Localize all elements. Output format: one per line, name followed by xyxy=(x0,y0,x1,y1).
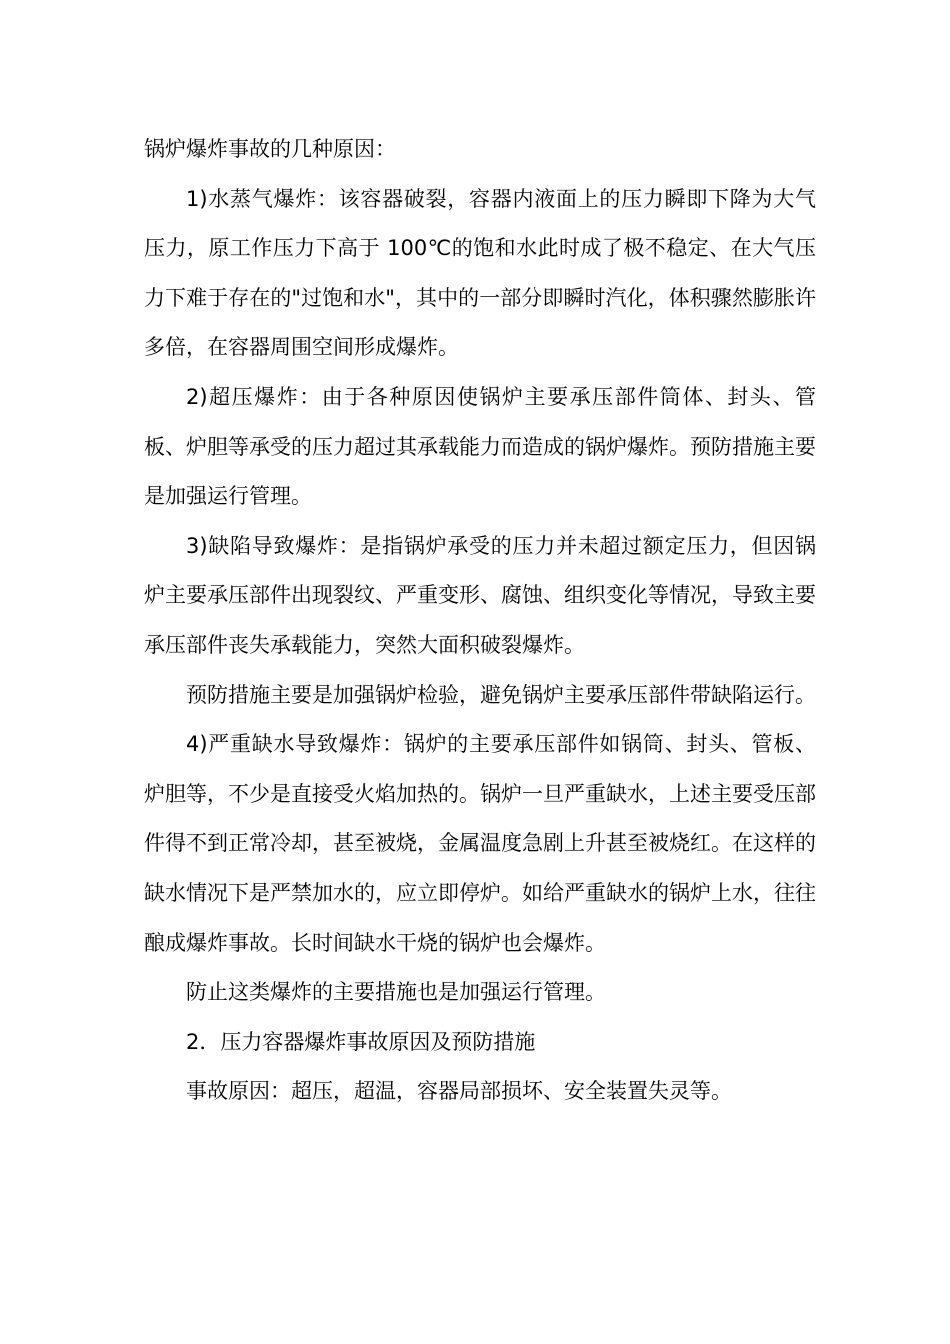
section-heading-pressure-vessel: 2．压力容器爆炸事故原因及预防措施 xyxy=(186,1029,536,1054)
paragraph-steam-explosion: 1)水蒸气爆炸：该容器破裂，容器内液面上的压力瞬即下降为大气压力，原工作压力下高于 100℃的饱和水此时成了极不稳定、在大气压力下难于存在的"过饱和水"，其中的一部分即瞬时汽化，体积骤然膨胀许多倍，在容器周围空间形成爆炸。 xyxy=(144,186,816,360)
paragraph-water-shortage-explosion: 4)严重缺水导致爆炸：锅炉的主要承压部件如锅筒、封头、管板、炉胆等，不少是直接受火焰加热的。锅炉一旦严重缺水，上述主要受压部件得不到正常冷却，甚至被烧，金属温度急剧上升甚至被烧红。在这样的缺水情况下是严禁加水的，应立即停炉。如给严重缺水的锅炉上水，往往酿成爆炸事故。长时间缺水干烧的锅炉也会爆炸。 xyxy=(144,732,816,955)
paragraph-defect-prevention: 预防措施主要是加强锅炉检验，避免锅炉主要承压部件带缺陷运行。 xyxy=(186,682,816,707)
paragraph-intro: 锅炉爆炸事故的几种原因： xyxy=(144,137,396,161)
paragraph-defect-explosion: 3)缺陷导致爆炸：是指锅炉承受的压力并未超过额定压力，但因锅炉主要承压部件出现裂纹、严重变形、腐蚀、组织变化等情况，导致主要承压部件丧失承载能力，突然大面积破裂爆炸。 xyxy=(144,533,816,657)
document-body xyxy=(144,125,816,1117)
paragraph-overpressure-explosion: 2)超压爆炸：由于各种原因使锅炉主要承压部件筒体、封头、管板、炉胆等承受的压力超过其承载能力而造成的锅炉爆炸。预防措施主要是加强运行管理。 xyxy=(144,384,816,509)
paragraph-water-shortage-prevention: 防止这类爆炸的主要措施也是加强运行管理。 xyxy=(186,980,606,1005)
paragraph-vessel-accident-causes: 事故原因：超压，超温，容器局部损坏、安全装置失灵等。 xyxy=(186,1079,732,1104)
